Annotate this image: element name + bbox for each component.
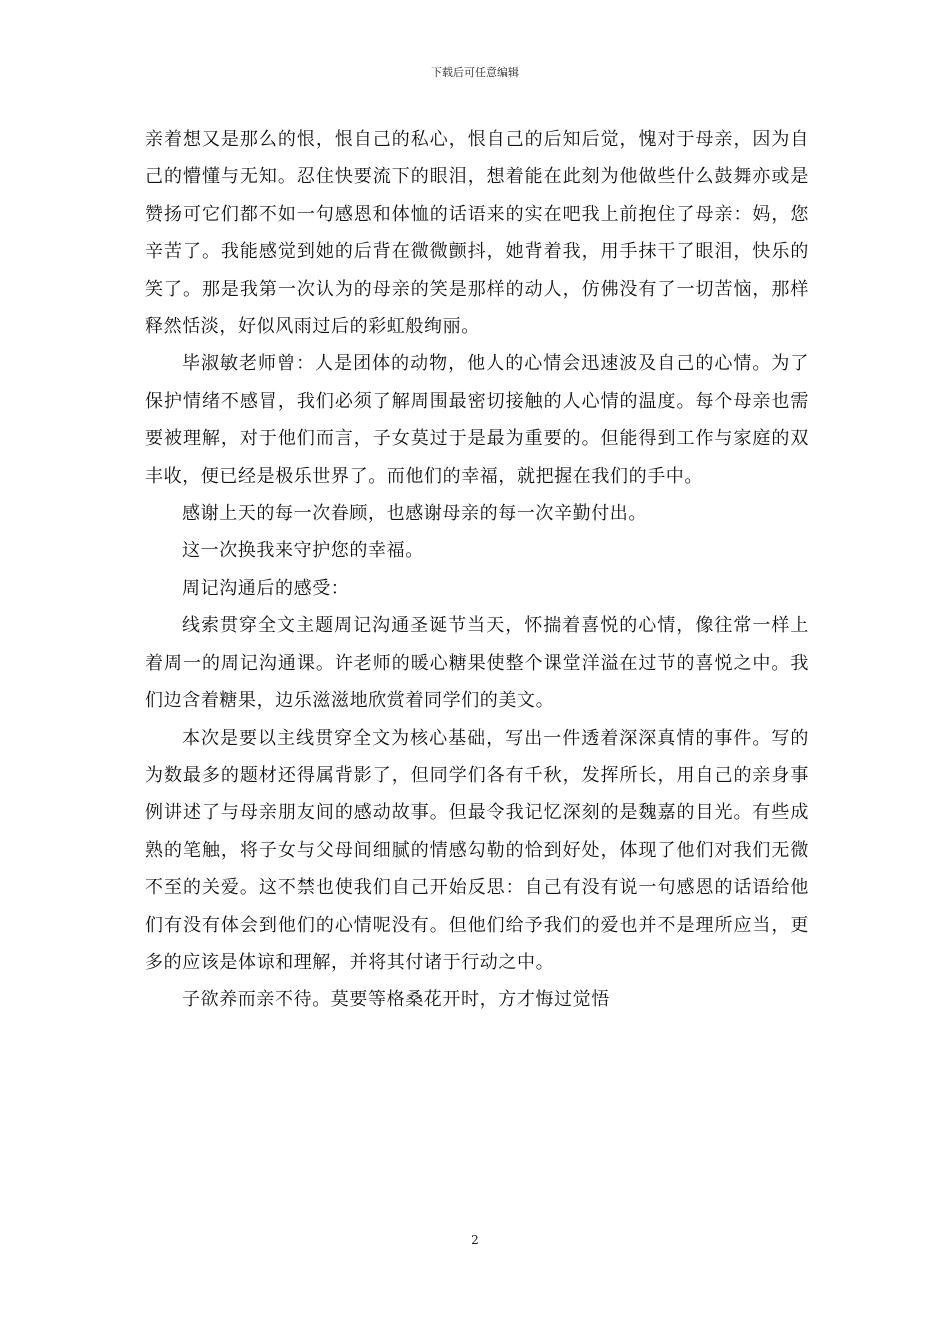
paragraph-8: 子欲养而亲不待。莫要等格桑花开时，方才悔过觉悟 xyxy=(182,989,610,1011)
paragraph-1: 亲着想又是那么的恨，恨自己的私心，恨自己的后知后觉，愧对于母亲，因为自己的懵懂与无知。忍住快要流下的眼泪，想着能在此刻为他做些什么鼓舞亦或是赞扬可它们都不如一句感恩和体恤的话语来的实在吧我上前抱住了母亲：妈，您辛苦了。我能感觉到她的后背在微微颤抖，她背着我，用手抹干了眼泪，快乐的笑了。那是我第一次认为的母亲的笑是那样的动人，仿佛没有了一切苦恼，那样释然恬淡，好似风雨过后的彩虹般绚丽。 xyxy=(145,129,809,338)
paragraph-5: 周记沟通后的感受： xyxy=(182,577,350,599)
document-body xyxy=(145,121,809,1019)
paragraph-2: 毕淑敏老师曾：人是团体的动物，他人的心情会迅速波及自己的心情。为了保护情绪不感冒，我们必须了解周围最密切接触的人心情的温度。每个母亲也需要被理解，对于他们而言，子女莫过于是最为重要的。但能得到工作与家庭的双丰收，便已经是极乐世界了。而他们的幸福，就把握在我们的手中。 xyxy=(145,353,809,487)
paragraph-7: 本次是要以主线贯穿全文为核心基础，写出一件透着深深真情的事件。写的为数最多的题材还得属背影了，但同学们各有千秋，发挥所长，用自己的亲身事例讲述了与母亲朋友间的感动故事。但最令我记忆深刻的是魏嘉的目光。有些成熟的笔触，将子女与父母间细腻的情感勾勒的恰到好处，体现了他们对我们无微不至的关爱。这不禁也使我们自己开始反思：自己有没有说一句感恩的话语给他们有没有体会到他们的心情呢没有。但他们给予我们的爱也并不是理所应当，更多的应该是体谅和理解，并将其付诸于行动之中。 xyxy=(145,727,809,973)
paragraph-6: 线索贯穿全文主题周记沟通圣诞节当天，怀揣着喜悦的心情，像往常一样上着周一的周记沟通课。许老师的暖心糖果使整个课堂洋溢在过节的喜悦之中。我们边含着糖果，边乐滋滋地欣赏着同学们的美文。 xyxy=(145,615,809,712)
page-header: 下载后可任意编辑 xyxy=(431,66,519,79)
page-number: 2 xyxy=(471,1233,479,1247)
paragraph-3: 感谢上天的每一次眷顾，也感谢母亲的每一次辛勤付出。 xyxy=(182,503,647,525)
paragraph-4: 这一次换我来守护您的幸福。 xyxy=(182,540,424,562)
